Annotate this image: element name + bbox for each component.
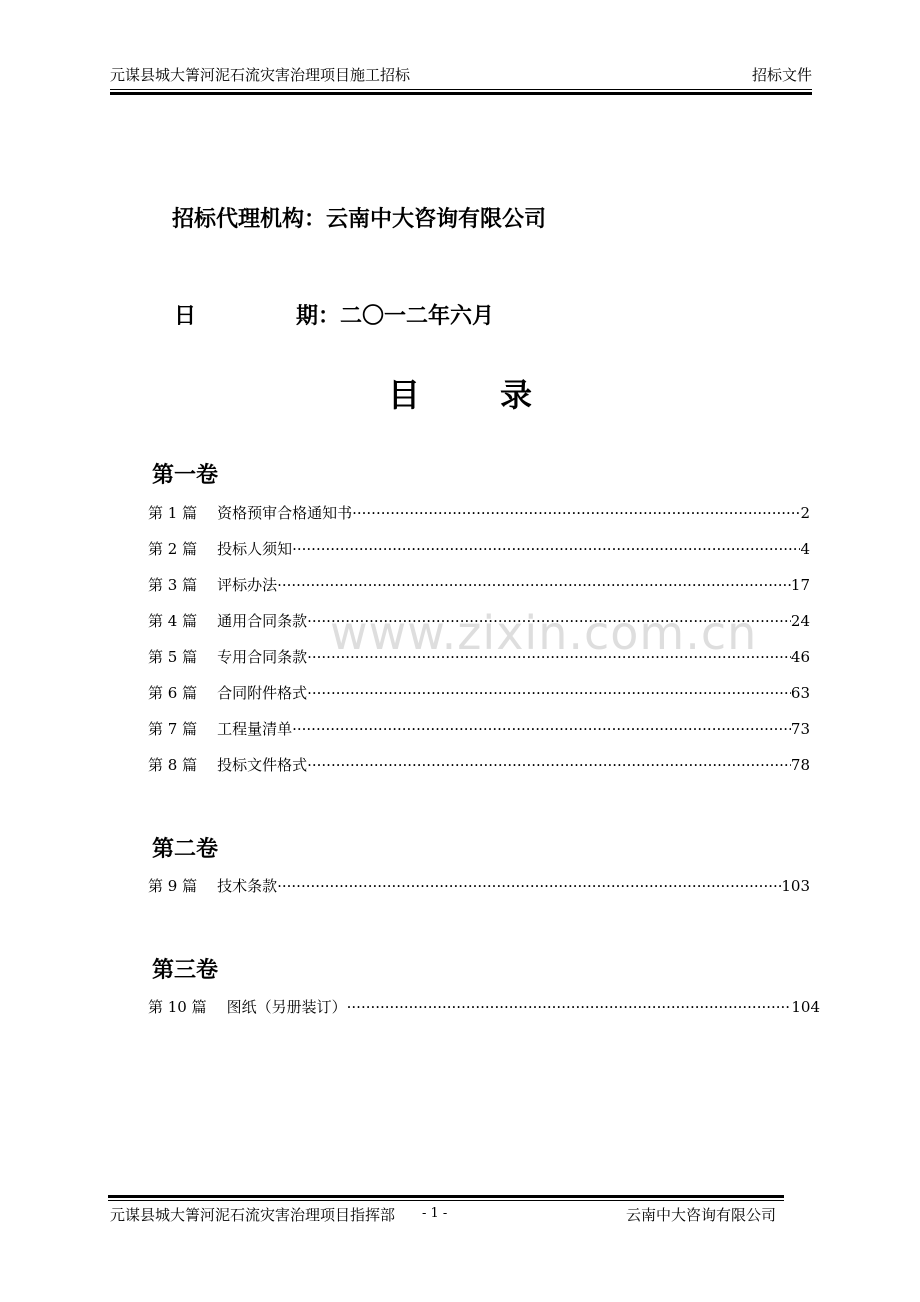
toc-entry-title: 通用合同条款 [217, 612, 308, 630]
toc-entry-part: 第 9 篇 [148, 877, 198, 895]
toc-entry[interactable] [148, 502, 810, 526]
toc-entry-title: 工程量清单 [217, 720, 293, 738]
toc-entry-title: 图纸（另册装订） [226, 998, 347, 1016]
toc-leader-dots [352, 504, 800, 522]
date-label-start: 日 [174, 304, 197, 329]
toc-entry-page: 73 [790, 720, 810, 738]
toc-entry[interactable] [148, 875, 810, 899]
toc-entry-page: 104 [791, 998, 820, 1016]
volume-heading: 第一卷 [152, 463, 219, 488]
header-rule-thick [110, 92, 812, 95]
toc-entry[interactable] [148, 996, 820, 1020]
toc-entry[interactable] [148, 538, 810, 562]
date-line: 期：二〇一二年六月 [296, 304, 495, 329]
toc-leader-dots [292, 540, 800, 558]
toc-entry-title: 技术条款 [217, 877, 278, 895]
toc-entry-page: 4 [800, 540, 810, 558]
toc-entry-title: 投标人须知 [217, 540, 293, 558]
toc-leader-dots [292, 720, 791, 738]
toc-entry-page: 2 [800, 504, 810, 522]
toc-title-char-1: 目 [387, 376, 420, 414]
toc-title-char-2: 录 [500, 376, 533, 414]
header-doc-type: 招标文件 [751, 66, 812, 84]
toc-entry-part: 第 3 篇 [148, 576, 198, 594]
header-project-title: 元谋县城大箐河泥石流灾害治理项目施工招标 [110, 66, 411, 84]
toc-title [0, 370, 920, 416]
toc-entry-part: 第 1 篇 [148, 504, 198, 522]
volume-heading: 第三卷 [152, 958, 219, 983]
toc-leader-dots [277, 576, 791, 594]
toc-entry-page: 17 [790, 576, 810, 594]
toc-entry[interactable] [148, 754, 810, 778]
toc-entry-page: 46 [790, 648, 810, 666]
toc-entry-title: 资格预审合格通知书 [217, 504, 353, 522]
toc-entry-part: 第 8 篇 [148, 756, 198, 774]
toc-leader-dots [347, 998, 792, 1016]
page-footer [110, 1204, 776, 1228]
volume-heading: 第二卷 [152, 837, 219, 862]
toc-entry-part: 第 2 篇 [148, 540, 198, 558]
footer-rule-thick [108, 1195, 784, 1198]
watermark: www.zixin.com.cn [330, 606, 758, 660]
toc-entry-part: 第 4 篇 [148, 612, 198, 630]
toc-entry-part: 第 6 篇 [148, 684, 198, 702]
toc-entry-page: 78 [790, 756, 810, 774]
header-rule-thin [110, 89, 812, 90]
footer-issuer: 元谋县城大箐河泥石流灾害治理项目指挥部 [110, 1206, 396, 1224]
toc-entry-page: 63 [790, 684, 810, 702]
toc-entry-part: 第 7 篇 [148, 720, 198, 738]
footer-rule-thin [108, 1200, 784, 1201]
toc-leader-dots [277, 877, 781, 895]
toc-entry[interactable] [148, 682, 810, 706]
agency-line: 招标代理机构：云南中大咨询有限公司 [172, 207, 547, 232]
footer-page-number: - 1 - [422, 1206, 448, 1221]
toc-entry-part: 第 5 篇 [148, 648, 198, 666]
toc-entry-title: 评标办法 [217, 576, 278, 594]
toc-entry[interactable] [148, 574, 810, 598]
toc-entry-page: 103 [781, 877, 810, 895]
toc-entry-part: 第 10 篇 [148, 998, 207, 1016]
toc-leader-dots [307, 684, 791, 702]
toc-entry-title: 投标文件格式 [217, 756, 308, 774]
toc-entry-title: 专用合同条款 [217, 648, 308, 666]
toc-leader-dots [307, 756, 791, 774]
page-header [110, 64, 812, 88]
footer-agency: 云南中大咨询有限公司 [625, 1206, 776, 1224]
toc-entry-page: 24 [790, 612, 810, 630]
toc-entry-title: 合同附件格式 [217, 684, 308, 702]
toc-entry[interactable] [148, 718, 810, 742]
